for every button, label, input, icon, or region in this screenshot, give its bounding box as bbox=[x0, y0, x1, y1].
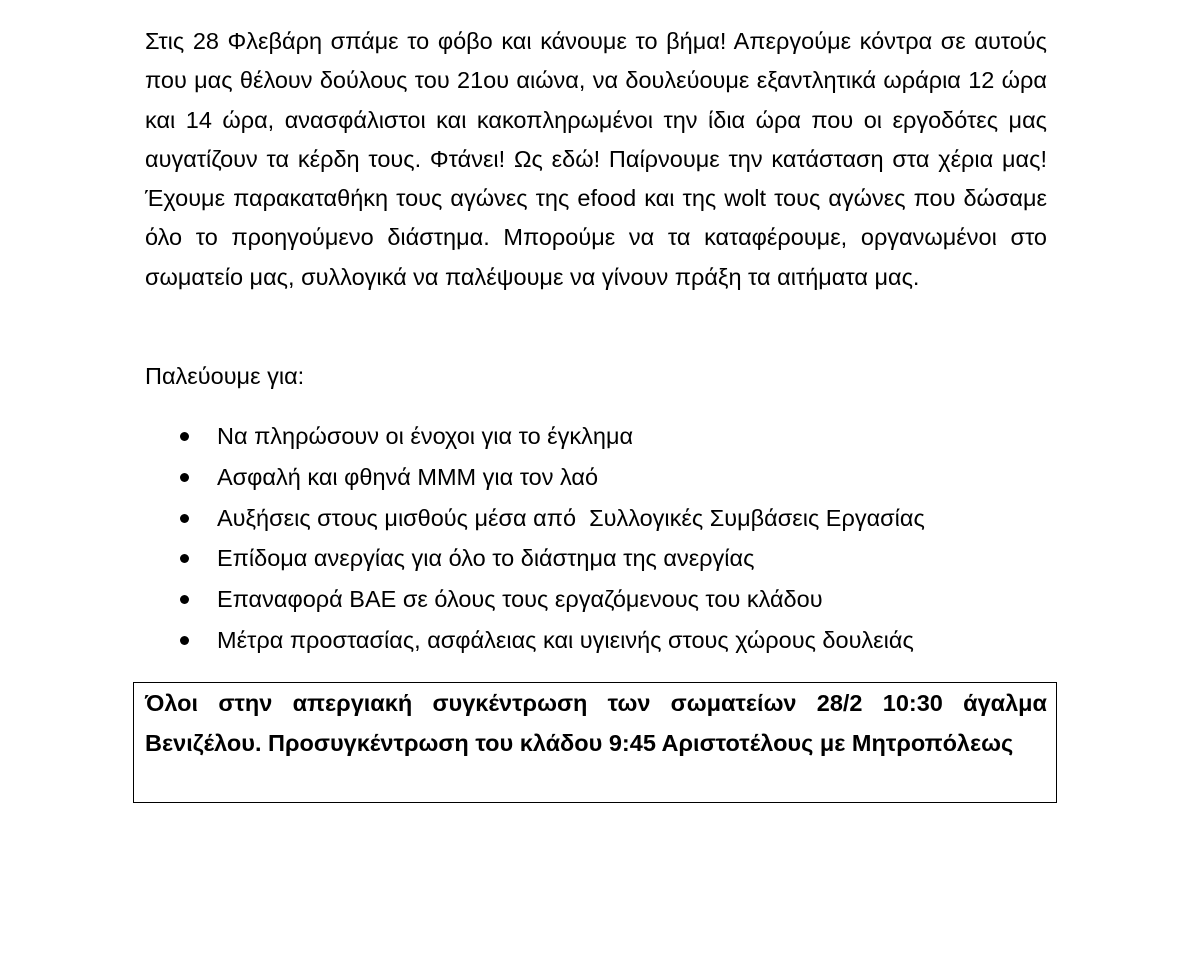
list-item bbox=[145, 498, 1085, 539]
bullet-icon bbox=[180, 432, 189, 441]
bullet-icon bbox=[180, 473, 189, 482]
demands-heading: Παλεύουμε για: bbox=[145, 363, 305, 389]
bullet-icon bbox=[180, 636, 189, 645]
rally-callout-box bbox=[133, 682, 1057, 803]
bullet-icon bbox=[180, 595, 189, 604]
demand-text: Να πληρώσουν οι ένοχοι για το έγκλημα bbox=[217, 423, 634, 449]
bullet-icon bbox=[180, 554, 189, 563]
demand-text: Αυξήσεις στους μισθούς μέσα από Συλλογικές Συμβάσεις Εργασίας bbox=[217, 504, 925, 531]
demand-text: Επαναφορά ΒΑΕ σε όλους τους εργαζόμενους του κλάδου bbox=[217, 586, 823, 613]
demand-text: Μέτρα προστασίας, ασφάλειας και υγιεινής στους χώρους δουλειάς bbox=[217, 626, 914, 653]
rally-callout-text: Όλοι στην απεργιακή συγκέντρωση των σωματείων 28/2 10:30 άγαλμα Βενιζέλου. Προσυγκέντρωση του κλάδου 9:45 Αριστοτέλους με Μητροπόλεως bbox=[145, 690, 1047, 756]
list-item bbox=[145, 416, 1085, 457]
list-item bbox=[145, 579, 1085, 620]
demands-list bbox=[145, 416, 1085, 661]
demand-text: Επίδομα ανεργίας για όλο το διάστημα της ανεργίας bbox=[217, 545, 755, 572]
list-item bbox=[145, 538, 1085, 579]
demand-text: Ασφαλή και φθηνά ΜΜΜ για τον λαό bbox=[217, 463, 599, 490]
list-item bbox=[145, 457, 1085, 498]
list-item bbox=[145, 620, 1085, 661]
intro-paragraph: Στις 28 Φλεβάρη σπάμε το φόβο και κάνουμε το βήμα! Απεργούμε κόντρα σε αυτούς που μας θέλουν δούλους του 21ου αιώνα, να δουλεύουμε εξαντλητικά ωράρια 12 ώρα και 14 ώρα, ανασφάλιστοι και κακοπληρωμένοι την ίδια ώρα που οι εργοδότες μας αυγατίζουν τα κέρδη τους. Φτάνει! Ως εδώ! Παίρνουμε την κατάσταση στα χέρια μας! Έχουμε παρακαταθήκη τους αγώνες της efood και της wolt τους αγώνες που δώσαμε όλο το προηγούμενο διάστημα. Μπορούμε να τα καταφέρουμε, οργανωμένοι στο σωματείο μας, συλλογικά να παλέψουμε να γίνουν πράξη τα αιτήματα μας. bbox=[145, 28, 1047, 290]
bullet-icon bbox=[180, 514, 189, 523]
